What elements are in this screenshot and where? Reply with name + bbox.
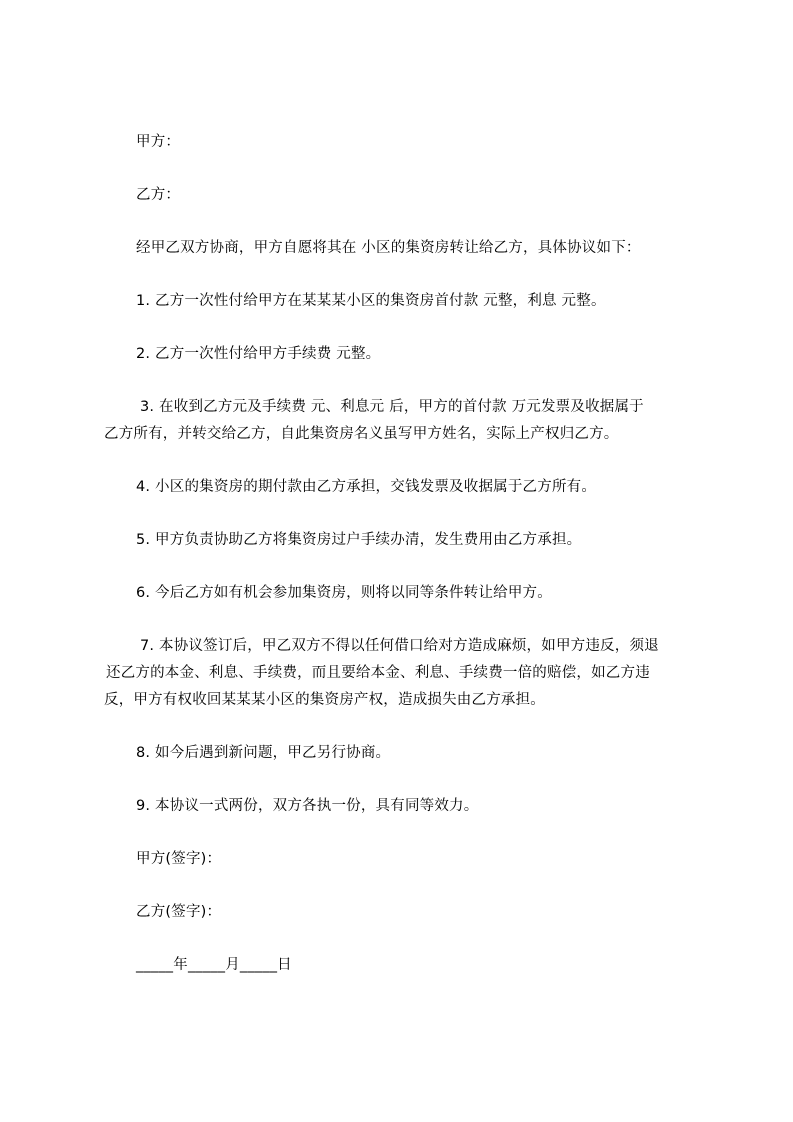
clause-7-line-1: 7. 本协议签订后，甲乙双方不得以任何借口给对方造成麻烦，如甲方违反，须退: [140, 638, 659, 654]
party-b-signature: 乙方(签字)：: [136, 904, 222, 920]
party-a-signature: 甲方(签字)：: [136, 851, 222, 867]
clause-1: 1. 乙方一次性付给甲方在某某某小区的集资房首付款 元整，利息 元整。: [136, 293, 606, 309]
clause-7-line-2: 还乙方的本金、利息、手续费，而且要给本金、利息、手续费一倍的赔偿，如乙方违: [106, 665, 650, 681]
clause-6: 6. 今后乙方如有机会参加集资房，则将以同等条件转让给甲方。: [136, 585, 552, 601]
party-b-label: 乙方：: [136, 187, 181, 203]
clause-2: 2. 乙方一次性付给甲方手续费 元整。: [136, 346, 381, 362]
clause-5: 5. 甲方负责协助乙方将集资房过户手续办清，发生费用由乙方承担。: [136, 532, 582, 548]
clause-7-line-3: 反，甲方有权收回某某某小区的集资房产权，造成损失由乙方承担。: [104, 692, 545, 708]
intro-paragraph: 经甲乙双方协商，甲方自愿将其在 小区的集资房转让给乙方，具体协议如下：: [136, 240, 641, 256]
clause-9: 9. 本协议一式两份，双方各执一份，具有同等效力。: [136, 798, 479, 814]
clause-3-line-2: 乙方所有，并转交给乙方，自此集资房名义虽写甲方姓名，实际上产权归乙方。: [104, 426, 619, 442]
clause-8: 8. 如今后遇到新问题，甲乙另行协商。: [136, 745, 391, 761]
clause-3-line-1: 3. 在收到乙方元及手续费 元、利息元 后，甲方的首付款 万元发票及收据属于: [140, 399, 644, 415]
clause-4: 4. 小区的集资房的期付款由乙方承担，交钱发票及收据属于乙方所有。: [136, 479, 597, 495]
party-a-label: 甲方：: [136, 134, 181, 150]
date-line: _____年_____月_____日: [136, 957, 292, 973]
